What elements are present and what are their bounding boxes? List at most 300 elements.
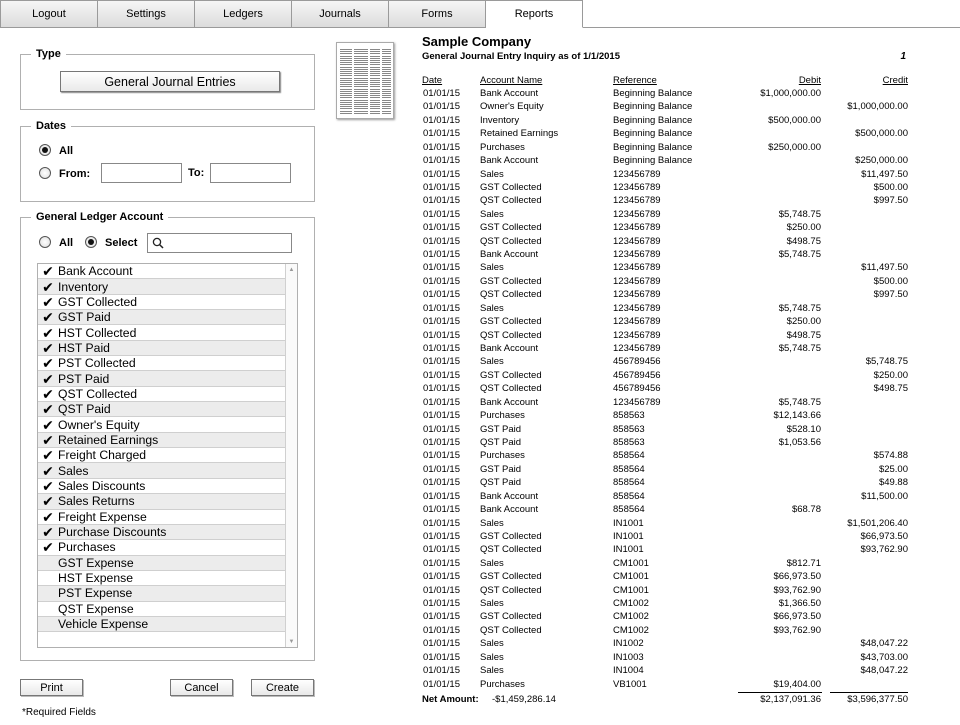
cell-reference: IN1002 [613, 638, 644, 650]
thumbnail-line [382, 64, 391, 65]
thumbnail-line [370, 69, 380, 70]
header-account: Account Name [480, 75, 543, 86]
cell-credit: $997.50 [873, 289, 908, 301]
cell-reference: 858563 [613, 423, 645, 435]
checkmark-icon: ✔ [42, 431, 54, 448]
cell-credit: $43,703.00 [860, 651, 908, 663]
thumbnail-line [354, 62, 368, 63]
cell-reference: Beginning Balance [613, 128, 693, 140]
net-amount-value: -$1,459,286.14 [492, 694, 556, 705]
cell-date: 01/01/15 [423, 665, 460, 677]
cell-account: Bank Account [480, 88, 539, 99]
thumbnail-line [370, 64, 380, 65]
cell-date: 01/01/15 [423, 181, 460, 193]
cell-reference: CM1001 [613, 571, 649, 583]
cell-debit: $68.78 [791, 504, 821, 516]
cell-reference: 858563 [613, 410, 645, 422]
thumbnail-line [382, 67, 391, 68]
cell-reference: 858564 [613, 504, 645, 516]
cell-date: 01/01/15 [423, 356, 460, 368]
cell-credit: $997.50 [873, 195, 908, 207]
report-row [0, 449, 960, 462]
thumbnail-line [340, 58, 352, 59]
cell-reference: 123456789 [613, 222, 661, 234]
cell-debit: $5,748.75 [778, 343, 821, 355]
cell-date: 01/01/15 [423, 410, 460, 422]
cell-date: 01/01/15 [423, 101, 460, 113]
cell-account: Bank Account [480, 504, 539, 516]
cell-credit: $48,047.22 [860, 665, 908, 677]
report-row [0, 584, 960, 597]
account-name: Sales Returns [58, 494, 135, 509]
cell-debit: $5,748.75 [778, 396, 821, 408]
cell-reference: IN1001 [613, 530, 644, 542]
header-debit: Debit [798, 75, 821, 86]
thumbnail-line [340, 67, 352, 68]
report-row [0, 436, 960, 449]
cell-debit: $93,762.90 [773, 584, 821, 596]
thumbnail-line [354, 51, 368, 52]
report-row [0, 302, 960, 315]
cell-account: Sales [480, 598, 504, 610]
cell-reference: 123456789 [613, 181, 661, 193]
report-row [0, 624, 960, 637]
cell-account: Bank Account [480, 249, 539, 261]
scroll-down-icon[interactable]: ▼ [288, 638, 295, 645]
cell-account: GST Collected [480, 181, 542, 193]
thumbnail-line [340, 53, 352, 54]
tab-journals[interactable]: Journals [292, 0, 389, 28]
cell-reference: Beginning Balance [613, 141, 693, 153]
cell-date: 01/01/15 [423, 249, 460, 261]
thumbnail-line [354, 64, 368, 65]
cell-reference: IN1001 [613, 544, 644, 556]
cell-credit: $1,501,206.40 [847, 517, 908, 529]
thumbnail-line [382, 73, 391, 74]
cell-date: 01/01/15 [423, 302, 460, 314]
cell-date: 01/01/15 [423, 423, 460, 435]
cell-account: QST Paid [480, 477, 522, 489]
cell-date: 01/01/15 [423, 463, 460, 475]
thumbnail-line [382, 78, 391, 79]
cell-date: 01/01/15 [423, 436, 460, 448]
thumbnail-line [340, 80, 352, 81]
cell-account: Owner's Equity [480, 101, 544, 113]
cell-account: Bank Account [480, 396, 539, 408]
cell-reference: Beginning Balance [613, 88, 693, 99]
checkmark-icon: ✔ [42, 477, 54, 494]
account-name: Freight Expense [58, 509, 147, 524]
cell-account: Purchases [480, 450, 525, 462]
checkmark-icon: ✔ [42, 401, 54, 418]
report-row [0, 396, 960, 409]
cell-account: Purchases [480, 410, 525, 422]
accounts-select-label: Select [105, 237, 138, 249]
cell-reference: 123456789 [613, 195, 661, 207]
report-row [0, 114, 960, 127]
cell-reference: Beginning Balance [613, 101, 693, 113]
cell-account: QST Collected [480, 289, 542, 301]
account-name: Purchase Discounts [58, 525, 167, 540]
account-name: Freight Charged [58, 448, 147, 463]
cell-reference: Beginning Balance [613, 155, 693, 167]
cell-account: Sales [480, 356, 504, 368]
report-row [0, 517, 960, 530]
thumbnail-line [370, 71, 380, 72]
report-row [0, 329, 960, 342]
cell-debit: $5,748.75 [778, 208, 821, 220]
total-debit: $2,137,091.36 [760, 694, 821, 705]
report-subtitle: General Journal Entry Inquiry as of 1/1/2015 [422, 51, 620, 62]
cell-date: 01/01/15 [423, 624, 460, 636]
cell-date: 01/01/15 [423, 557, 460, 569]
thumbnail-line [340, 60, 352, 61]
cell-date: 01/01/15 [423, 114, 460, 126]
thumbnail-line [370, 58, 380, 59]
account-name: GST Expense [58, 555, 134, 570]
cell-debit: $498.75 [786, 235, 821, 247]
cell-date: 01/01/15 [423, 611, 460, 623]
cell-debit: $1,000,000.00 [760, 88, 821, 99]
cell-account: Sales [480, 208, 504, 220]
thumbnail-line [382, 60, 391, 61]
cell-account: Bank Account [480, 155, 539, 167]
report-row [0, 409, 960, 422]
tab-bar [0, 0, 960, 28]
thumbnail-line [370, 78, 380, 79]
thumbnail-line [354, 56, 368, 57]
cell-account: GST Collected [480, 611, 542, 623]
report-row [0, 543, 960, 556]
account-name: Retained Earnings [58, 432, 159, 447]
report-row [0, 423, 960, 436]
cell-date: 01/01/15 [423, 128, 460, 140]
thumbnail-line [382, 80, 391, 81]
cell-debit: $250.00 [786, 222, 821, 234]
checkmark-icon: ✔ [42, 278, 54, 295]
account-name: HST Expense [58, 571, 133, 586]
thumbnail-line [370, 80, 380, 81]
checkmark-icon: ✔ [42, 447, 54, 464]
thumbnail-line [382, 49, 391, 50]
tab-forms[interactable]: Forms [389, 0, 486, 28]
cell-account: QST Collected [480, 235, 542, 247]
report-row [0, 100, 960, 113]
cell-date: 01/01/15 [423, 504, 460, 516]
cell-credit: $11,500.00 [861, 490, 908, 502]
account-name: HST Paid [58, 340, 110, 355]
cell-account: Retained Earnings [480, 128, 559, 140]
checkmark-icon: ✔ [42, 370, 54, 387]
report-row [0, 610, 960, 623]
debit-total-line [738, 692, 822, 693]
report-row [0, 248, 960, 261]
report-row [0, 168, 960, 181]
cell-account: Sales [480, 168, 504, 180]
thumbnail-line [354, 67, 368, 68]
print-button[interactable]: Print [20, 679, 83, 696]
report-row [0, 315, 960, 328]
cell-credit: $11,497.50 [861, 262, 908, 274]
cancel-button[interactable]: Cancel [170, 679, 233, 696]
cell-account: Bank Account [480, 490, 539, 502]
thumbnail-line [354, 84, 368, 85]
report-row [0, 261, 960, 274]
tab-logout[interactable]: Logout [0, 0, 98, 28]
cell-credit: $11,497.50 [861, 168, 908, 180]
report-row [0, 141, 960, 154]
cell-reference: Beginning Balance [613, 114, 693, 126]
cell-date: 01/01/15 [423, 571, 460, 583]
cell-account: GST Collected [480, 316, 542, 328]
cell-date: 01/01/15 [423, 651, 460, 663]
cell-date: 01/01/15 [423, 544, 460, 556]
cell-account: GST Paid [480, 423, 522, 435]
thumbnail-line [370, 75, 380, 76]
cell-credit: $498.75 [873, 383, 908, 395]
account-name: HST Collected [58, 325, 137, 340]
cell-reference: 858564 [613, 463, 645, 475]
cell-date: 01/01/15 [423, 383, 460, 395]
to-label: To: [188, 167, 205, 179]
cell-account: QST Collected [480, 383, 542, 395]
report-row [0, 637, 960, 650]
header-reference: Reference [613, 75, 657, 86]
tab-settings[interactable]: Settings [98, 0, 195, 28]
cell-account: Sales [480, 665, 504, 677]
report-page-number: 1 [900, 51, 906, 62]
thumbnail-line [382, 51, 391, 52]
report-row [0, 181, 960, 194]
cell-reference: 123456789 [613, 302, 661, 314]
report-row [0, 87, 960, 100]
account-name: QST Paid [58, 402, 111, 417]
cell-date: 01/01/15 [423, 222, 460, 234]
thumbnail-line [382, 84, 391, 85]
thumbnail-line [370, 51, 380, 52]
thumbnail-line [340, 75, 352, 76]
cell-reference: 123456789 [613, 329, 661, 341]
cell-debit: $66,973.50 [773, 611, 821, 623]
report-row [0, 678, 960, 691]
checkmark-icon: ✔ [42, 339, 54, 356]
thumbnail-line [382, 75, 391, 76]
account-name: GST Paid [58, 310, 111, 325]
cell-credit: $574.88 [873, 450, 908, 462]
dates-all-label: All [59, 145, 74, 157]
thumbnail-line [340, 69, 352, 70]
cell-reference: 123456789 [613, 343, 661, 355]
cell-debit: $498.75 [786, 329, 821, 341]
cell-reference: CM1002 [613, 624, 649, 636]
from-label: From: [59, 168, 91, 180]
report-company: Sample Company [422, 34, 532, 49]
cell-date: 01/01/15 [423, 168, 460, 180]
report-row [0, 490, 960, 503]
tab-reports[interactable]: Reports [486, 0, 583, 28]
cell-account: GST Collected [480, 275, 542, 287]
header-credit: Credit [882, 75, 908, 86]
checkmark-icon: ✔ [42, 355, 54, 372]
cell-account: QST Collected [480, 329, 542, 341]
cell-date: 01/01/15 [423, 598, 460, 610]
cell-date: 01/01/15 [423, 343, 460, 355]
cell-date: 01/01/15 [423, 316, 460, 328]
report-row [0, 154, 960, 167]
thumbnail-line [370, 49, 380, 50]
type-legend: Type [36, 48, 61, 60]
cell-date: 01/01/15 [423, 88, 460, 99]
report-row [0, 194, 960, 207]
thumbnail-line [354, 69, 368, 70]
cell-credit: $500.00 [873, 275, 908, 287]
cell-account: GST Collected [480, 530, 542, 542]
cell-reference: 456789456 [613, 356, 661, 368]
checkmark-icon: ✔ [42, 293, 54, 310]
thumbnail-line [382, 58, 391, 59]
cell-date: 01/01/15 [423, 262, 460, 274]
checkmark-icon: ✔ [42, 462, 54, 479]
thumbnail-line [382, 82, 391, 83]
cell-credit: $1,000,000.00 [847, 101, 908, 113]
thumbnail-line [370, 60, 380, 61]
cell-reference: 123456789 [613, 168, 661, 180]
cell-reference: CM1002 [613, 611, 649, 623]
report-row [0, 382, 960, 395]
cell-debit: $12,143.66 [773, 410, 821, 422]
cell-reference: 456789456 [613, 383, 661, 395]
cell-reference: VB1001 [613, 678, 647, 690]
account-name: PST Expense [58, 586, 133, 601]
account-name: PST Collected [58, 356, 136, 371]
thumbnail-line [354, 71, 368, 72]
cell-reference: 123456789 [613, 316, 661, 328]
cell-debit: $19,404.00 [773, 678, 821, 690]
report-row [0, 127, 960, 140]
report-row [0, 503, 960, 516]
checkmark-icon: ✔ [42, 309, 54, 326]
cell-credit: $49.88 [878, 477, 908, 489]
total-credit: $3,596,377.50 [847, 694, 908, 705]
report-rows [0, 87, 960, 691]
report-row [0, 664, 960, 677]
cell-debit: $528.10 [786, 423, 821, 435]
cell-date: 01/01/15 [423, 155, 460, 167]
thumbnail-line [370, 67, 380, 68]
cell-debit: $1,053.56 [778, 436, 821, 448]
report-row [0, 570, 960, 586]
cell-date: 01/01/15 [423, 141, 460, 153]
cell-date: 01/01/15 [423, 490, 460, 502]
cell-debit: $500,000.00 [768, 114, 821, 126]
cell-account: Sales [480, 638, 504, 650]
thumbnail-line [340, 71, 352, 72]
account-name: QST Expense [58, 601, 134, 616]
cell-date: 01/01/15 [423, 289, 460, 301]
cell-reference: IN1003 [613, 651, 644, 663]
cell-credit: $500.00 [873, 181, 908, 193]
checkmark-icon: ✔ [42, 539, 54, 556]
cell-account: QST Collected [480, 624, 542, 636]
required-fields-note: *Required Fields [22, 707, 96, 718]
cell-credit: $500,000.00 [855, 128, 908, 140]
cell-debit: $1,366.50 [778, 598, 821, 610]
cell-debit: $250,000.00 [768, 141, 821, 153]
report-row [0, 288, 960, 301]
account-name: Owner's Equity [58, 417, 140, 432]
cell-account: Sales [480, 651, 504, 663]
thumbnail-line [354, 80, 368, 81]
report-row [0, 651, 960, 664]
report-row [0, 557, 960, 570]
cell-credit: $93,762.90 [860, 544, 908, 556]
cell-debit: $250.00 [786, 316, 821, 328]
thumbnail-line [340, 73, 352, 74]
cell-reference: 123456789 [613, 262, 661, 274]
cell-account: GST Collected [480, 369, 542, 381]
cell-debit: $812.71 [786, 557, 821, 569]
cell-reference: 858563 [613, 436, 645, 448]
create-button[interactable]: Create [251, 679, 314, 696]
thumbnail-line [370, 56, 380, 57]
report-row [0, 597, 960, 610]
report-row [0, 355, 960, 372]
scroll-up-icon[interactable]: ▲ [288, 266, 295, 273]
report-type-button[interactable]: General Journal Entries [60, 71, 280, 92]
report-row [0, 235, 960, 248]
cell-reference: 123456789 [613, 275, 661, 287]
cell-debit: $93,762.90 [773, 624, 821, 636]
cell-reference: 123456789 [613, 235, 661, 247]
cell-reference: 123456789 [613, 208, 661, 220]
cell-reference: 123456789 [613, 249, 661, 261]
tab-ledgers[interactable]: Ledgers [195, 0, 292, 28]
report-row [0, 221, 960, 234]
account-name: Sales [58, 463, 89, 478]
thumbnail-line [370, 62, 380, 63]
cell-date: 01/01/15 [423, 584, 460, 596]
thumbnail-line [340, 84, 352, 85]
thumbnail-line [370, 84, 380, 85]
credit-total-line [830, 692, 908, 693]
account-name: GST Collected [58, 294, 138, 309]
cell-reference: 858564 [613, 477, 645, 489]
thumbnail-line [354, 82, 368, 83]
account-name: Inventory [58, 279, 109, 294]
thumbnail-line [370, 53, 380, 54]
cell-account: Purchases [480, 678, 525, 690]
cell-reference: 123456789 [613, 289, 661, 301]
cell-account: QST Collected [480, 584, 542, 596]
cell-account: GST Collected [480, 571, 542, 583]
thumbnail-line [340, 78, 352, 79]
account-name: Vehicle Expense [58, 617, 149, 632]
cell-account: QST Collected [480, 195, 542, 207]
thumbnail-line [382, 56, 391, 57]
account-name: Sales Discounts [58, 478, 146, 493]
thumbnail-line [340, 49, 352, 50]
thumbnail-line [382, 69, 391, 70]
cell-account: Inventory [480, 114, 520, 126]
header-date: Date [422, 75, 443, 86]
thumbnail-line [340, 62, 352, 63]
account-name: QST Collected [58, 386, 138, 401]
cell-reference: 123456789 [613, 396, 661, 408]
report-row [0, 369, 960, 382]
dates-legend: Dates [36, 120, 66, 132]
cell-account: Sales [480, 262, 504, 274]
cell-date: 01/01/15 [423, 678, 460, 690]
